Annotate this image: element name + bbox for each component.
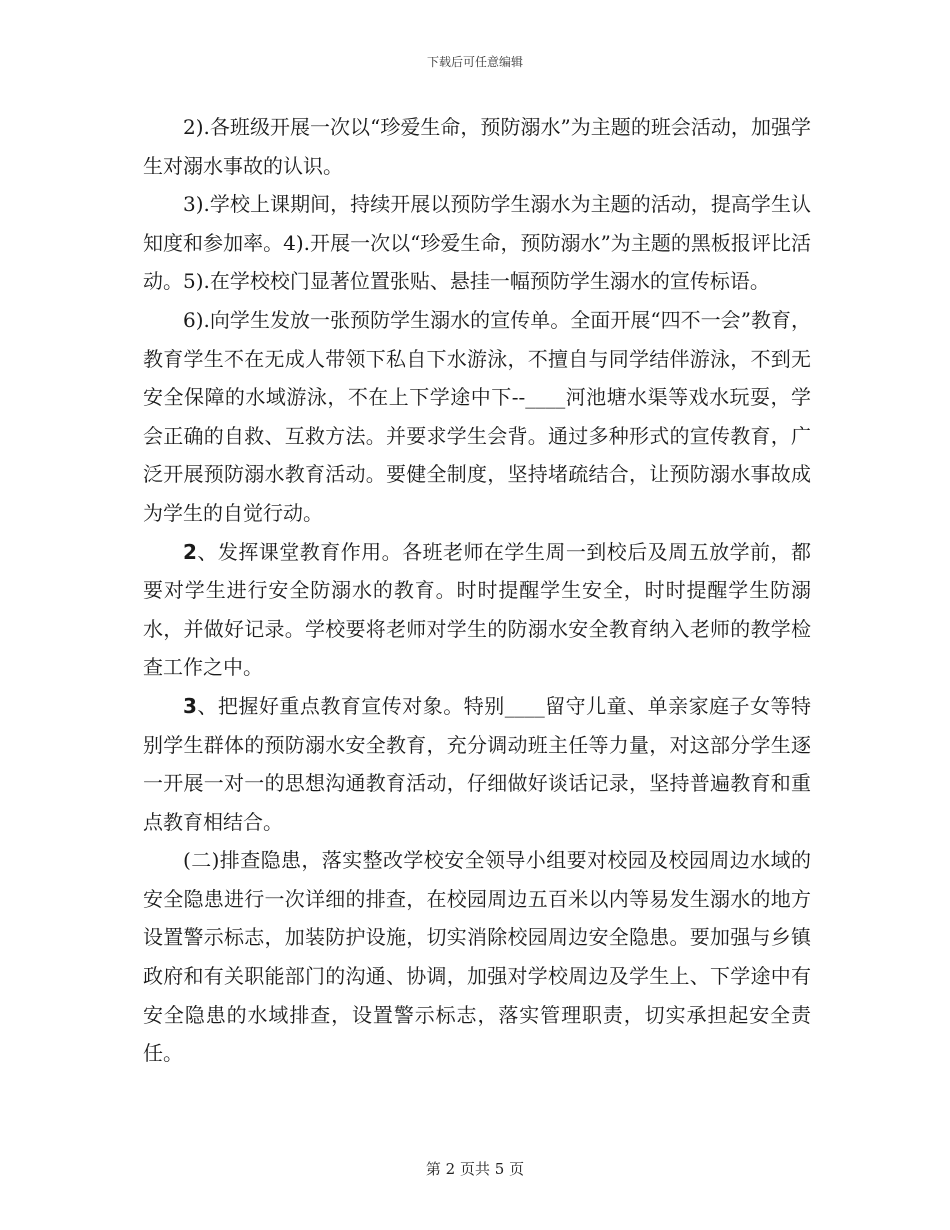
- paragraph-2: [143, 185, 811, 301]
- paragraph-3-text: 6).向学生发放一张预防学生溺水的宣传单。全面开展“四不一会”教育，教育学生不在无成人带领下私自下水游泳，不擅自与同学结伴游泳，不到无安全保障的水域游泳，不在上下学途中下--____河池塘水渠等戏水玩耍，学会正确的自救、互救方法。并要求学生会背。通过多种形式的宣传教育，广泛开展预防溺水教育活动。要健全制度，坚持堵疏结合，让预防溺水事故成为学生的自觉行动。: [143, 307, 811, 525]
- paragraph-6-text: (二)排查隐患，落实整改学校安全领导小组要对校园及校园周边水域的安全隐患进行一次详细的排查，在校园周边五百米以内等易发生溺水的地方设置警示标志，加装防护设施，切实消除校园周边安全隐患。要加强与乡镇政府和有关职能部门的沟通、协调，加强对学校周边及学生上、下学途中有安全隐患的水域排查，设置警示标志，落实管理职责，切实承担起安全责任。: [143, 848, 811, 1066]
- paragraph-4-number: 2: [183, 539, 197, 564]
- paragraph-5-number: 3: [183, 693, 197, 718]
- document-body: [143, 108, 811, 1073]
- paragraph-1: [143, 108, 811, 185]
- paragraph-1-text: 2).各班级开展一次以“珍爱生命，预防溺水”为主题的班会活动，加强学生对溺水事故的认识。: [143, 115, 811, 178]
- paragraph-3: [143, 301, 811, 533]
- paragraph-6: [143, 841, 811, 1073]
- paragraph-5-text: 、把握好重点教育宣传对象。特别____留守儿童、单亲家庭子女等特别学生群体的预防溺水安全教育，充分调动班主任等力量，对这部分学生逐一开展一对一的思想沟通教育活动，仔细做好谈话记录，坚持普遍教育和重点教育相结合。: [143, 693, 811, 834]
- paragraph-4: [143, 533, 811, 687]
- paragraph-5: [143, 687, 811, 841]
- page-header: 下载后可任意编辑: [426, 55, 523, 69]
- page-footer: 第 2 页共 5 页: [425, 1160, 525, 1178]
- paragraph-4-text: 、发挥课堂教育作用。各班老师在学生周一到校后及周五放学前，都要对学生进行安全防溺水的教育。时时提醒学生安全，时时提醒学生防溺水，并做好记录。学校要将老师对学生的防溺水安全教育纳入老师的教学检查工作之中。: [143, 539, 811, 680]
- paragraph-2-text: 3).学校上课期间，持续开展以预防学生溺水为主题的活动，提高学生认知度和参加率。4).开展一次以“珍爱生命，预防溺水”为主题的黑板报评比活动。5).在学校校门显著位置张贴、悬挂一幅预防学生溺水的宣传标语。: [143, 192, 811, 294]
